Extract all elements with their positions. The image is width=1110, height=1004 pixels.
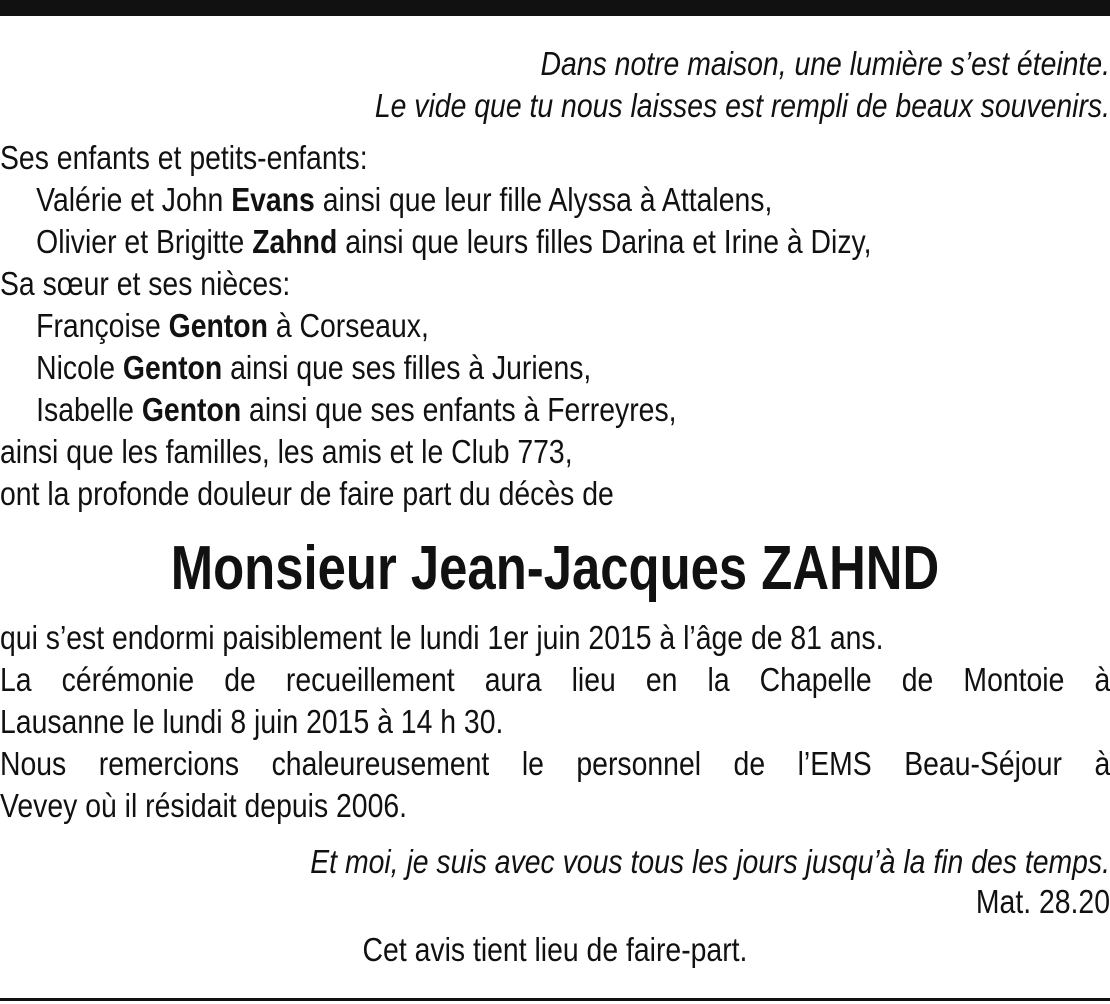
niece-line-isabelle-post: ainsi que ses enfants à Ferreyres,: [241, 391, 677, 428]
epigraph-line-2: Le vide que tu nous laisses est rempli de beaux souvenirs.: [374, 87, 1110, 124]
family-line-evans-post: ainsi que leur fille Alyssa à Attalens,: [314, 181, 773, 218]
family-line-evans-surname: Evans: [231, 181, 315, 218]
family-line-evans-pre: Valérie et John: [36, 181, 232, 218]
announcement-line: ont la profonde douleur de faire part du décès de: [0, 475, 614, 512]
niece-line-nicole-pre: Nicole: [36, 349, 123, 386]
niece-line-nicole-post: ainsi que ses filles à Juriens,: [222, 349, 592, 386]
others-line: ainsi que les familles, les amis et le Club 773,: [0, 433, 573, 470]
niece-line-francoise-surname: Genton: [168, 307, 268, 344]
quote-reference: Mat. 28.20: [975, 883, 1110, 920]
body-ceremony-line-1: [0, 660, 1110, 700]
niece-line-francoise: [0, 306, 955, 346]
sister-heading: Sa sœur et ses nièces:: [0, 265, 291, 302]
family-line-zahnd: [0, 222, 955, 262]
niece-line-francoise-post: à Corseaux,: [267, 307, 429, 344]
bottom-rule: [0, 998, 1110, 1001]
niece-line-isabelle: [0, 390, 955, 430]
epigraph-line-1: Dans notre maison, une lumière s’est éteinte.: [540, 45, 1110, 82]
body-thanks-line-1: [0, 744, 1110, 784]
family-line-zahnd-post: ainsi que leurs filles Darina et Irine à Dizy,: [337, 223, 872, 260]
family-line-zahnd-pre: Olivier et Brigitte: [36, 223, 253, 260]
body-ceremony-line-1-text: La cérémonie de recueillement aura lieu en la Chapelle de Montoie à: [0, 661, 1110, 698]
closing-quote: Et moi, je suis avec vous tous les jours jusqu’à la fin des temps.: [310, 843, 1110, 880]
niece-line-isabelle-pre: Isabelle: [36, 391, 142, 428]
family-line-zahnd-surname: Zahnd: [252, 223, 338, 260]
niece-line-francoise-pre: Françoise: [36, 307, 169, 344]
niece-line-nicole: [0, 348, 955, 388]
body-ceremony-line-2: Lausanne le lundi 8 juin 2015 à 14 h 30.: [0, 703, 504, 740]
niece-line-isabelle-surname: Genton: [141, 391, 242, 428]
family-line-evans: [0, 180, 955, 220]
niece-line-nicole-surname: Genton: [122, 349, 223, 386]
body-thanks-line-2: Vevey où il résidait depuis 2006.: [0, 787, 408, 824]
body-passing: qui s’est endormi paisiblement le lundi 1er juin 2015 à l’âge de 81 ans.: [0, 619, 884, 656]
children-heading: Ses enfants et petits-enfants:: [0, 139, 368, 176]
footer-note: Cet avis tient lieu de faire-part.: [362, 931, 748, 968]
deceased-name: Monsieur Jean-Jacques ZAHND: [170, 534, 940, 603]
body-thanks-line-1-text: Nous remercions chaleureusement le personnel de l’EMS Beau-Séjour à: [0, 745, 1110, 782]
